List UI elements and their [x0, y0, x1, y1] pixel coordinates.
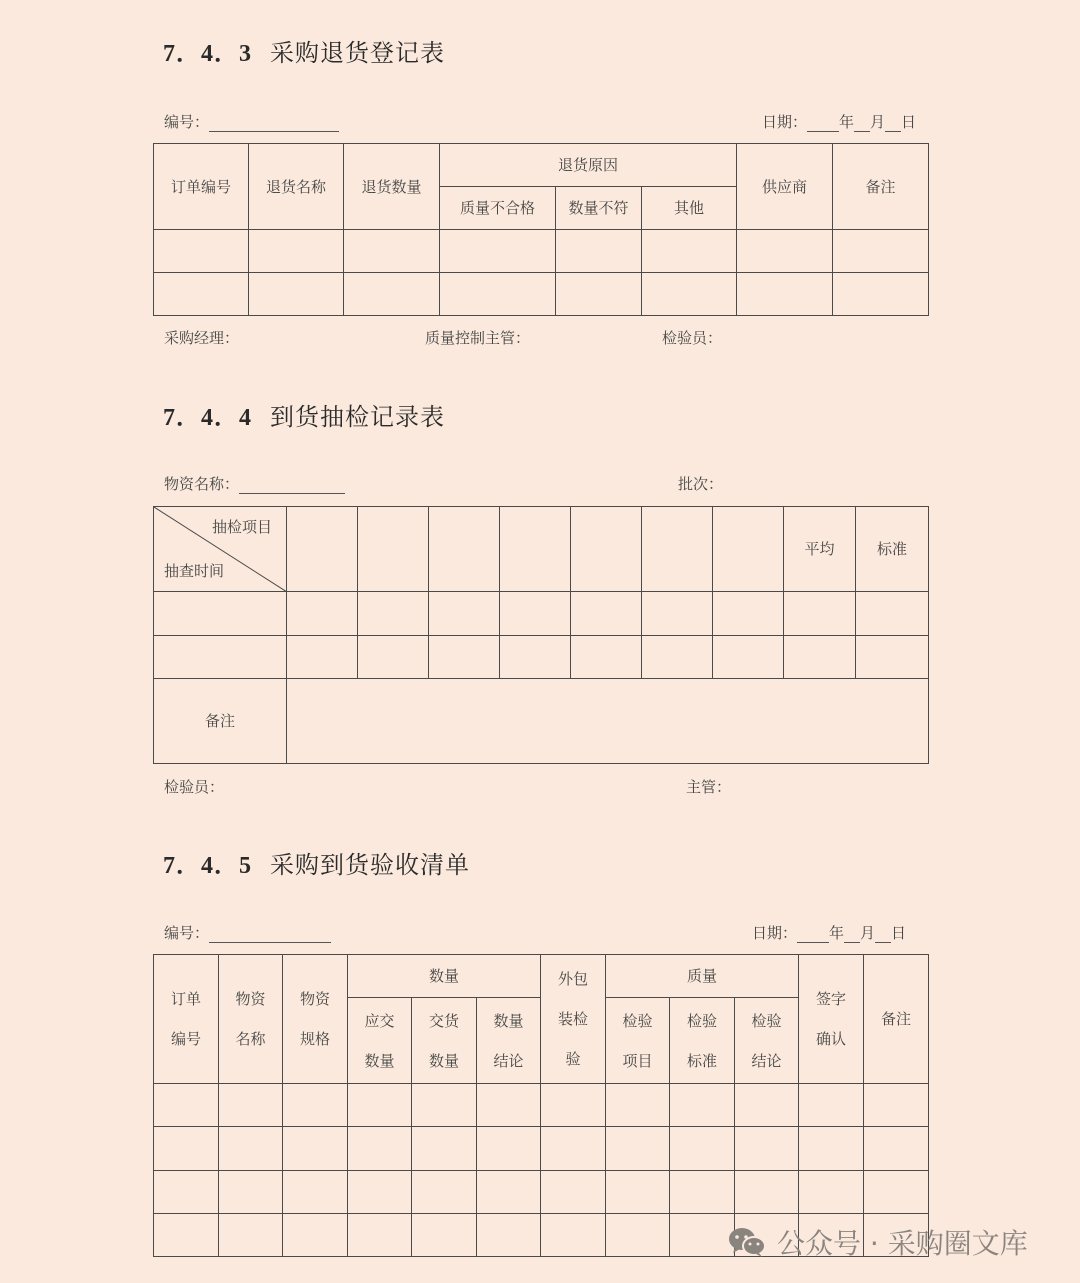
table-cell[interactable]: [606, 1214, 670, 1257]
header-return-name: 退货名称: [249, 144, 344, 230]
serial-blank[interactable]: [209, 115, 339, 132]
header-return-qty: 退货数量: [344, 144, 440, 230]
table-cell[interactable]: [219, 1171, 283, 1214]
header-text: 数量: [364, 1051, 395, 1070]
section-number: 7．4．5: [163, 853, 252, 879]
header-check-item: 抽检项目: [211, 518, 272, 536]
header-insp-conclusion: [735, 998, 799, 1084]
return-register-table: [153, 143, 929, 316]
table-cell[interactable]: [477, 1127, 541, 1171]
header-insp-std: [670, 998, 735, 1084]
header-remark: 备注: [864, 955, 929, 1084]
table-cell[interactable]: [219, 1127, 283, 1171]
date-label: 日期：: [752, 924, 798, 942]
table-cell[interactable]: [737, 230, 833, 273]
watermark-text: 公众号 · 采购圈文库: [777, 1227, 1028, 1260]
table-cell[interactable]: [556, 273, 642, 316]
table-cell[interactable]: [344, 230, 440, 273]
serial-field: [164, 112, 339, 132]
table-cell[interactable]: [154, 636, 287, 679]
table-cell[interactable]: [477, 1214, 541, 1257]
table-cell[interactable]: [477, 1084, 541, 1127]
table-cell[interactable]: [412, 1084, 477, 1127]
table-cell[interactable]: [541, 1127, 606, 1171]
table-cell[interactable]: [440, 230, 556, 273]
table-cell[interactable]: [799, 1084, 864, 1127]
section-number: 7．4．3: [163, 41, 252, 67]
material-name-field: [164, 474, 345, 494]
table-cell[interactable]: [219, 1214, 283, 1257]
serial-field: [164, 923, 331, 943]
year-blank[interactable]: [797, 926, 829, 943]
header-text: 验: [565, 1050, 581, 1068]
header-supplier: 供应商: [737, 144, 833, 230]
table-cell[interactable]: [541, 1171, 606, 1214]
table-cell[interactable]: [154, 1214, 219, 1257]
table-cell[interactable]: [642, 636, 713, 679]
table-cell[interactable]: [642, 592, 713, 636]
header-text: 交货: [428, 1011, 459, 1030]
header-text: 标准: [687, 1051, 718, 1070]
table-cell[interactable]: [571, 592, 642, 636]
section-number: 7．4．4: [163, 405, 252, 431]
table-cell[interactable]: [283, 1084, 348, 1127]
signoff-inspector: 检验员：: [662, 329, 723, 347]
month-blank[interactable]: [844, 926, 860, 943]
date-field: [752, 923, 906, 943]
month-label: 月: [870, 113, 886, 131]
table-cell[interactable]: [799, 1171, 864, 1214]
section-heading-743: [163, 33, 445, 68]
table-cell[interactable]: [154, 592, 287, 636]
header-text: 检验: [622, 1011, 653, 1030]
table-cell[interactable]: [440, 273, 556, 316]
serial-blank[interactable]: [209, 926, 331, 943]
header-qty-delivered: [412, 998, 477, 1084]
section-title: 到货抽检记录表: [270, 403, 445, 431]
day-blank[interactable]: [875, 926, 891, 943]
header-text: 外包: [558, 970, 589, 988]
header-text: 物资: [299, 990, 330, 1008]
table-cell[interactable]: [864, 1127, 929, 1171]
table-cell[interactable]: [154, 1171, 219, 1214]
table-cell[interactable]: [606, 1127, 670, 1171]
header-text: 名称: [235, 1030, 266, 1048]
header-text: 检验: [751, 1011, 782, 1030]
table-cell[interactable]: [541, 1214, 606, 1257]
header-text: 装检: [558, 1010, 589, 1028]
header-text: 订单: [170, 990, 201, 1008]
date-field: [762, 112, 916, 132]
year-label: 年: [829, 924, 845, 942]
table-cell[interactable]: [670, 1084, 735, 1127]
header-quantity: 数量: [348, 955, 541, 998]
table-cell[interactable]: [429, 507, 500, 592]
table-cell[interactable]: [642, 273, 737, 316]
table-cell[interactable]: [864, 1171, 929, 1214]
header-text: 结论: [493, 1051, 524, 1070]
table-cell[interactable]: [412, 1214, 477, 1257]
table-cell[interactable]: [500, 507, 571, 592]
signoff-inspector: 检验员：: [164, 778, 225, 796]
table-row: [154, 1084, 929, 1127]
header-text: 应交: [364, 1011, 395, 1030]
material-name-label: 物资名称：: [164, 475, 240, 493]
table-cell[interactable]: [713, 507, 784, 592]
table-cell[interactable]: [344, 273, 440, 316]
day-label: 日: [901, 113, 917, 131]
table-cell[interactable]: [358, 507, 429, 592]
day-label: 日: [891, 924, 907, 942]
table-cell[interactable]: [737, 273, 833, 316]
table-cell[interactable]: [571, 507, 642, 592]
header-text: 物资: [235, 990, 266, 1008]
table-cell[interactable]: [249, 230, 344, 273]
table-cell[interactable]: [154, 230, 249, 273]
acceptance-list-table: [153, 954, 929, 1257]
table-cell[interactable]: [219, 1084, 283, 1127]
header-text: 检验: [687, 1011, 718, 1030]
table-cell[interactable]: [348, 1084, 412, 1127]
header-other: 其他: [642, 187, 737, 230]
table-cell[interactable]: [735, 1171, 799, 1214]
table-cell[interactable]: [642, 507, 713, 592]
table-cell[interactable]: [670, 1127, 735, 1171]
table-cell[interactable]: [429, 636, 500, 679]
table-cell[interactable]: [670, 1171, 735, 1214]
header-packaging-check: [541, 955, 606, 1084]
header-order-no: 订单编号: [154, 144, 249, 230]
table-cell[interactable]: [412, 1127, 477, 1171]
table-cell[interactable]: [670, 1214, 735, 1257]
table-row: [154, 1171, 929, 1214]
header-return-reason: 退货原因: [440, 144, 737, 187]
table-cell[interactable]: [283, 1214, 348, 1257]
header-text: 编号: [170, 1030, 201, 1048]
table-cell[interactable]: [249, 273, 344, 316]
table-cell[interactable]: [287, 507, 358, 592]
section-title: 采购退货登记表: [270, 39, 445, 67]
table-cell[interactable]: [154, 1084, 219, 1127]
table-row: [154, 1127, 929, 1171]
table-cell[interactable]: [864, 1084, 929, 1127]
table-cell[interactable]: [358, 592, 429, 636]
table-cell[interactable]: [735, 1127, 799, 1171]
year-blank[interactable]: [807, 115, 839, 132]
header-order-no: [154, 955, 219, 1084]
header-text: 确认: [816, 1030, 847, 1048]
header-average: 平均: [784, 507, 856, 592]
table-cell[interactable]: [358, 636, 429, 679]
batch-label: 批次：: [678, 475, 724, 493]
header-text: 数量: [493, 1011, 524, 1030]
table-cell[interactable]: [429, 592, 500, 636]
table-cell[interactable]: [713, 636, 784, 679]
date-label: 日期：: [762, 113, 808, 131]
header-check-time: 抽查时间: [164, 562, 225, 580]
header-qty-mismatch: 数量不符: [556, 187, 642, 230]
table-cell[interactable]: [856, 636, 929, 679]
signoff-qc-supervisor: 质量控制主管：: [425, 329, 531, 347]
header-material-name: [219, 955, 283, 1084]
table-cell[interactable]: [571, 636, 642, 679]
header-remark: 备注: [833, 144, 929, 230]
header-insp-item: [606, 998, 670, 1084]
table-cell[interactable]: [541, 1084, 606, 1127]
table-cell[interactable]: [856, 592, 929, 636]
month-label: 月: [860, 924, 876, 942]
table-cell[interactable]: [500, 636, 571, 679]
month-blank[interactable]: [854, 115, 870, 132]
table-cell[interactable]: [735, 1084, 799, 1127]
table-cell[interactable]: [154, 1127, 219, 1171]
header-qty-due: [348, 998, 412, 1084]
table-cell[interactable]: [642, 230, 737, 273]
table-cell[interactable]: [713, 592, 784, 636]
table-cell[interactable]: [283, 1127, 348, 1171]
table-cell[interactable]: [799, 1127, 864, 1171]
table-row: [154, 273, 929, 316]
table-cell[interactable]: [556, 230, 642, 273]
header-remark: 备注: [154, 679, 287, 764]
table-cell[interactable]: [500, 592, 571, 636]
header-text: 结论: [751, 1051, 782, 1070]
watermark: [727, 1222, 1028, 1262]
table-cell[interactable]: [784, 592, 856, 636]
diagonal-header-cell: [154, 507, 287, 592]
header-text: 项目: [622, 1051, 653, 1070]
year-label: 年: [839, 113, 855, 131]
header-signature: [799, 955, 864, 1084]
table-cell[interactable]: [287, 592, 358, 636]
serial-label: 编号：: [164, 113, 210, 131]
header-standard: 标准: [856, 507, 929, 592]
table-cell[interactable]: [348, 1214, 412, 1257]
header-text: 数量: [428, 1051, 459, 1070]
table-cell[interactable]: [477, 1171, 541, 1214]
table-cell[interactable]: [412, 1171, 477, 1214]
table-cell[interactable]: [833, 273, 929, 316]
header-text: 规格: [299, 1030, 330, 1048]
table-row: [154, 230, 929, 273]
section-heading-745: [163, 845, 470, 880]
table-row: [154, 636, 929, 679]
table-cell[interactable]: [606, 1171, 670, 1214]
section-title: 采购到货验收清单: [270, 851, 470, 879]
header-qty-conclusion: [477, 998, 541, 1084]
table-cell[interactable]: [606, 1084, 670, 1127]
header-quality-fail: 质量不合格: [440, 187, 556, 230]
table-cell[interactable]: [833, 230, 929, 273]
serial-label: 编号：: [164, 924, 210, 942]
day-blank[interactable]: [885, 115, 901, 132]
remark-cell[interactable]: [287, 679, 929, 764]
wechat-icon: [727, 1226, 767, 1258]
header-material-spec: [283, 955, 348, 1084]
header-quality: 质量: [606, 955, 799, 998]
table-cell[interactable]: [154, 273, 249, 316]
section-heading-744: [163, 397, 445, 432]
table-cell[interactable]: [348, 1171, 412, 1214]
table-cell[interactable]: [283, 1171, 348, 1214]
signoff-supervisor: 主管：: [686, 778, 732, 796]
batch-field: [678, 474, 723, 494]
table-row: [154, 592, 929, 636]
table-cell[interactable]: [348, 1127, 412, 1171]
table-cell[interactable]: [784, 636, 856, 679]
spot-check-table: [153, 506, 929, 764]
material-name-blank[interactable]: [239, 477, 345, 494]
table-cell[interactable]: [287, 636, 358, 679]
header-text: 签字: [816, 990, 847, 1008]
signoff-purchase-manager: 采购经理：: [164, 329, 240, 347]
